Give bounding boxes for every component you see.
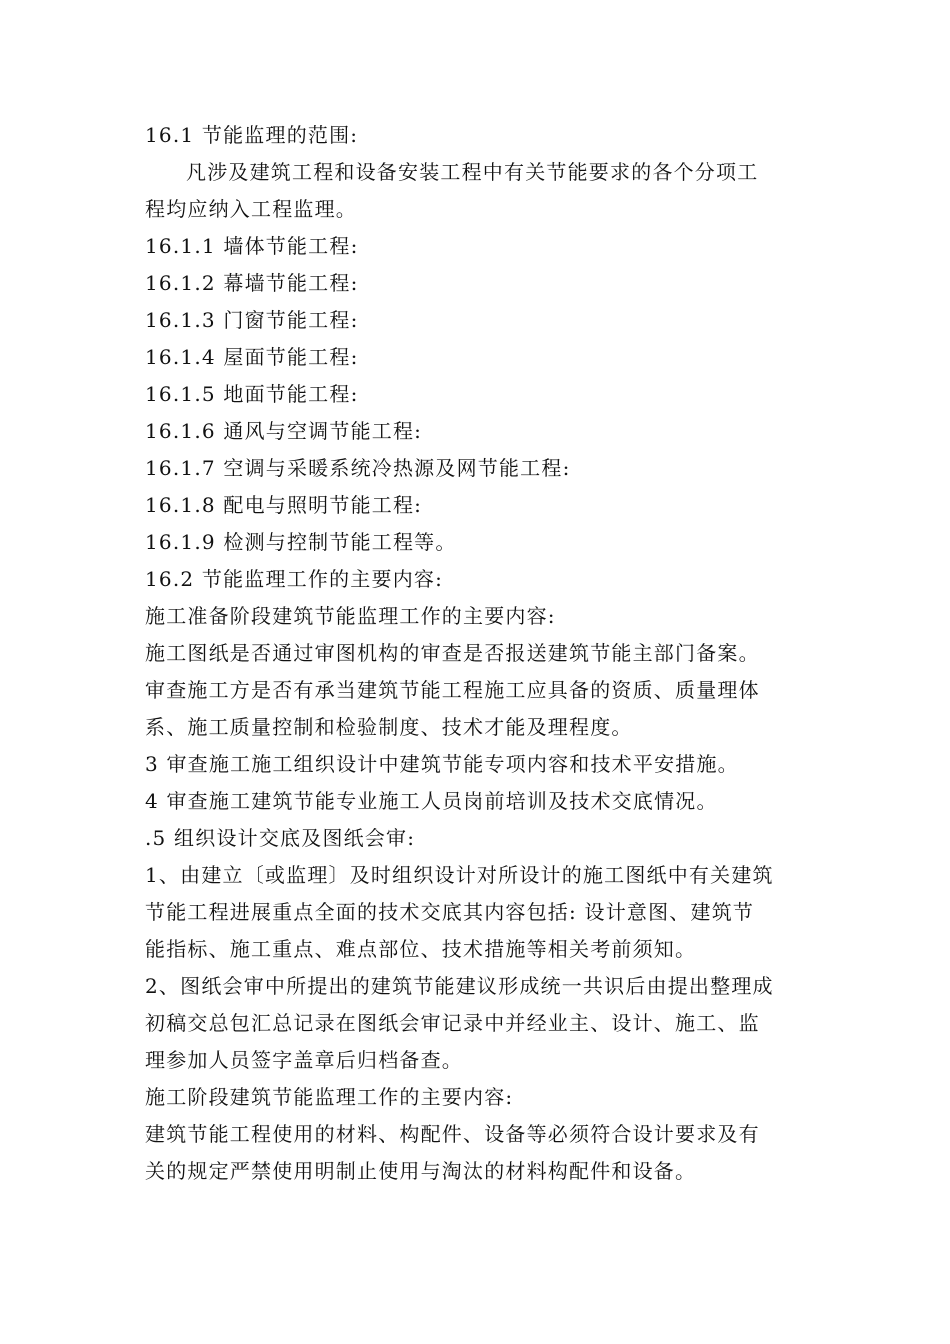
paragraph-line: 理参加人员签字盖章后归档备查。 bbox=[145, 1048, 463, 1072]
paragraph-line: 能指标、施工重点、难点部位、技术措施等相关考前须知。 bbox=[145, 937, 697, 961]
paragraph-line: 审查施工方是否有承当建筑节能工程施工应具备的资质、质量理体 bbox=[145, 678, 760, 702]
subsection-heading: 施工阶段建筑节能监理工作的主要内容: bbox=[145, 1085, 514, 1109]
subsection-heading: 施工准备阶段建筑节能监理工作的主要内容: bbox=[145, 604, 556, 628]
paragraph-line: 凡涉及建筑工程和设备安装工程中有关节能要求的各个分项工 bbox=[186, 160, 759, 184]
paragraph-line: 1、由建立〔或监理〕及时组织设计对所设计的施工图纸中有关建筑 bbox=[145, 863, 774, 887]
list-item: 16.1.4 屋面节能工程: bbox=[145, 345, 359, 369]
list-item: 16.1.8 配电与照明节能工程: bbox=[145, 493, 423, 517]
paragraph-line: .5 组织设计交底及图纸会审: bbox=[145, 826, 416, 850]
paragraph-line: 程均应纳入工程监理。 bbox=[145, 197, 357, 221]
section-heading: 16.2 节能监理工作的主要内容: bbox=[145, 567, 444, 591]
paragraph-line: 节能工程进展重点全面的技术交底其内容包括: 设计意图、建筑节 bbox=[145, 900, 755, 924]
list-item: 16.1.3 门窗节能工程: bbox=[145, 308, 359, 332]
list-item: 16.1.9 检测与控制节能工程等。 bbox=[145, 530, 457, 554]
paragraph-line: 4 审查施工建筑节能专业施工人员岗前培训及技术交底情况。 bbox=[145, 789, 718, 813]
list-item: 16.1.6 通风与空调节能工程: bbox=[145, 419, 423, 443]
paragraph-line: 建筑节能工程使用的材料、构配件、设备等必须符合设计要求及有 bbox=[145, 1122, 760, 1146]
paragraph-line: 关的规定严禁使用明制止使用与淘汰的材料构配件和设备。 bbox=[145, 1159, 697, 1183]
list-item: 16.1.2 幕墙节能工程: bbox=[145, 271, 359, 295]
list-item: 16.1.1 墙体节能工程: bbox=[145, 234, 359, 258]
paragraph-line: 系、施工质量控制和检验制度、技术才能及理程度。 bbox=[145, 715, 633, 739]
section-heading: 16.1 节能监理的范围: bbox=[145, 123, 359, 147]
document-body bbox=[145, 117, 810, 1190]
paragraph-line: 施工图纸是否通过审图机构的审查是否报送建筑节能主部门备案。 bbox=[145, 641, 760, 665]
paragraph-line: 初稿交总包汇总记录在图纸会审记录中并经业主、设计、施工、监 bbox=[145, 1011, 760, 1035]
paragraph-line: 2、图纸会审中所提出的建筑节能建议形成统一共识后由提出整理成 bbox=[145, 974, 774, 998]
list-item: 16.1.7 空调与采暖系统冷热源及网节能工程: bbox=[145, 456, 571, 480]
list-item: 16.1.5 地面节能工程: bbox=[145, 382, 359, 406]
paragraph-line: 3 审查施工施工组织设计中建筑节能专项内容和技术平安措施。 bbox=[145, 752, 739, 776]
